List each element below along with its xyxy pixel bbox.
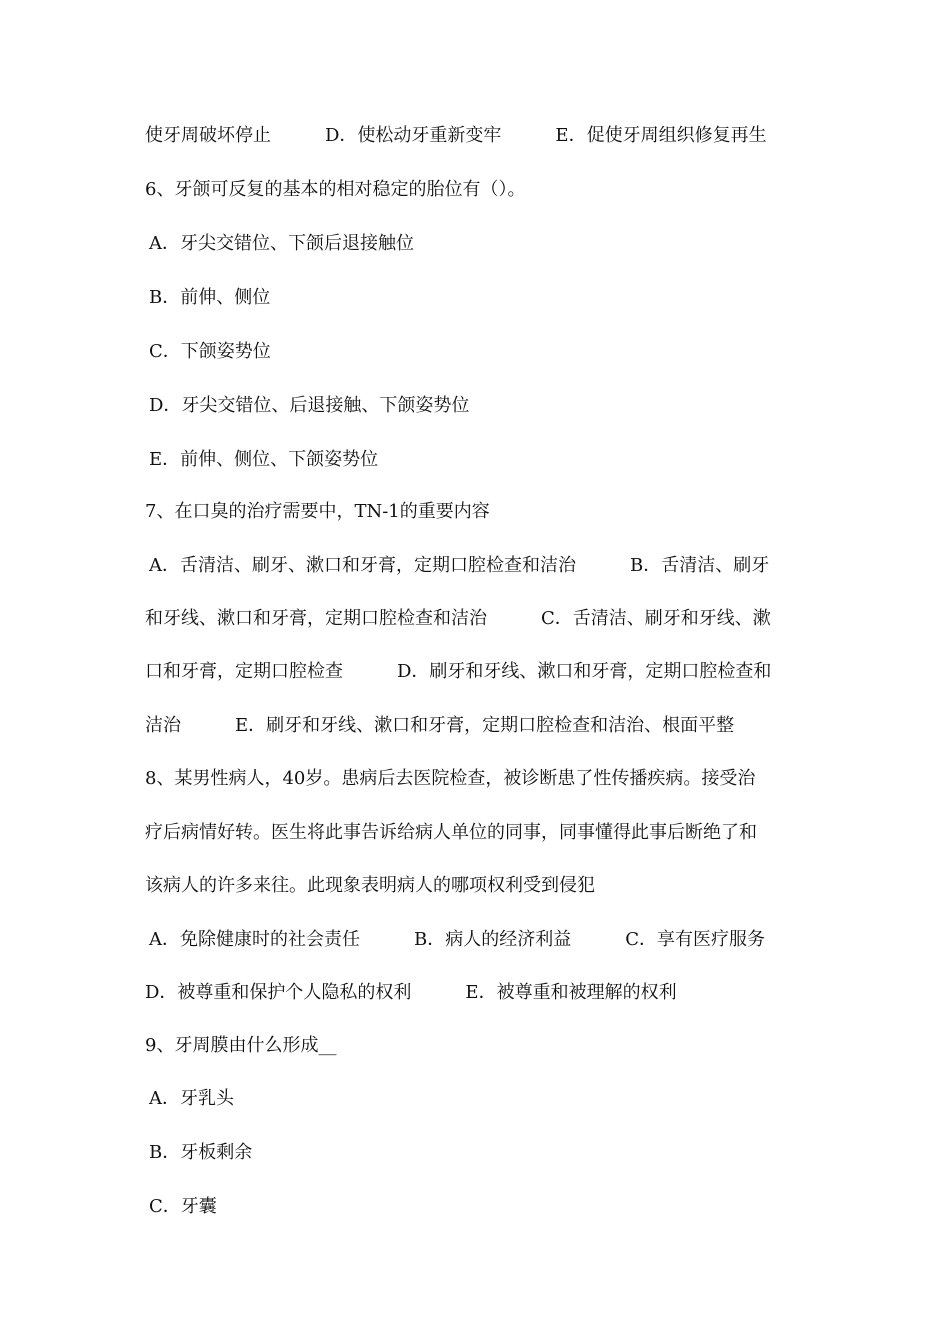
q6-question: 6、牙颌可反复的基本的相对稳定的胎位有（）。 [145, 179, 526, 200]
q8-options-line-1: A．免除健康时的社会责任 B．病人的经济利益 C．享有医疗服务 [149, 929, 765, 950]
q9-option-c: C．牙囊 [149, 1196, 217, 1217]
q6-option-e: E．前伸、侧位、下颌姿势位 [149, 449, 379, 470]
q7-question: 7、在口臭的治疗需要中，TN-1的重要内容 [145, 501, 490, 522]
q8-question-line-2: 疗后病情好转。医生将此事告诉给病人单位的同事，同事懂得此事后断绝了和 [145, 822, 757, 843]
q7-options-line-3: 口和牙膏，定期口腔检查 D．刷牙和牙线、漱口和牙膏，定期口腔检查和 [145, 661, 772, 682]
q8-question-line-3: 该病人的许多来往。此现象表明病人的哪项权利受到侵犯 [145, 875, 595, 896]
q6-option-b: B．前伸、侧位 [149, 287, 271, 308]
q6-option-c: C．下颌姿势位 [149, 341, 271, 362]
q9-option-b: B．牙板剩余 [149, 1142, 253, 1163]
q8-options-line-2: D．被尊重和保护个人隐私的权利 E．被尊重和被理解的权利 [145, 982, 677, 1003]
q9-question: 9、牙周膜由什么形成__ [145, 1035, 337, 1056]
q5-options-continued: 使牙周破坏停止 D．使松动牙重新变牢 E．促使牙周组织修复再生 [145, 125, 767, 146]
q6-option-a: A．牙尖交错位、下颌后退接触位 [149, 233, 414, 254]
q7-options-line-2: 和牙线、漱口和牙膏，定期口腔检查和洁治 C．舌清洁、刷牙和牙线、漱 [145, 608, 771, 629]
q8-question-line-1: 8、某男性病人，40岁。患病后去医院检查，被诊断患了性传播疾病。接受治 [145, 768, 756, 789]
q9-option-a: A．牙乳头 [149, 1088, 234, 1109]
q6-option-d: D．牙尖交错位、后退接触、下颌姿势位 [149, 395, 470, 416]
q7-options-line-1: A．舌清洁、刷牙、漱口和牙膏，定期口腔检查和洁治 B．舌清洁、刷牙 [149, 555, 770, 576]
q7-options-line-4: 洁治 E．刷牙和牙线、漱口和牙膏，定期口腔检查和洁治、根面平整 [145, 715, 735, 736]
